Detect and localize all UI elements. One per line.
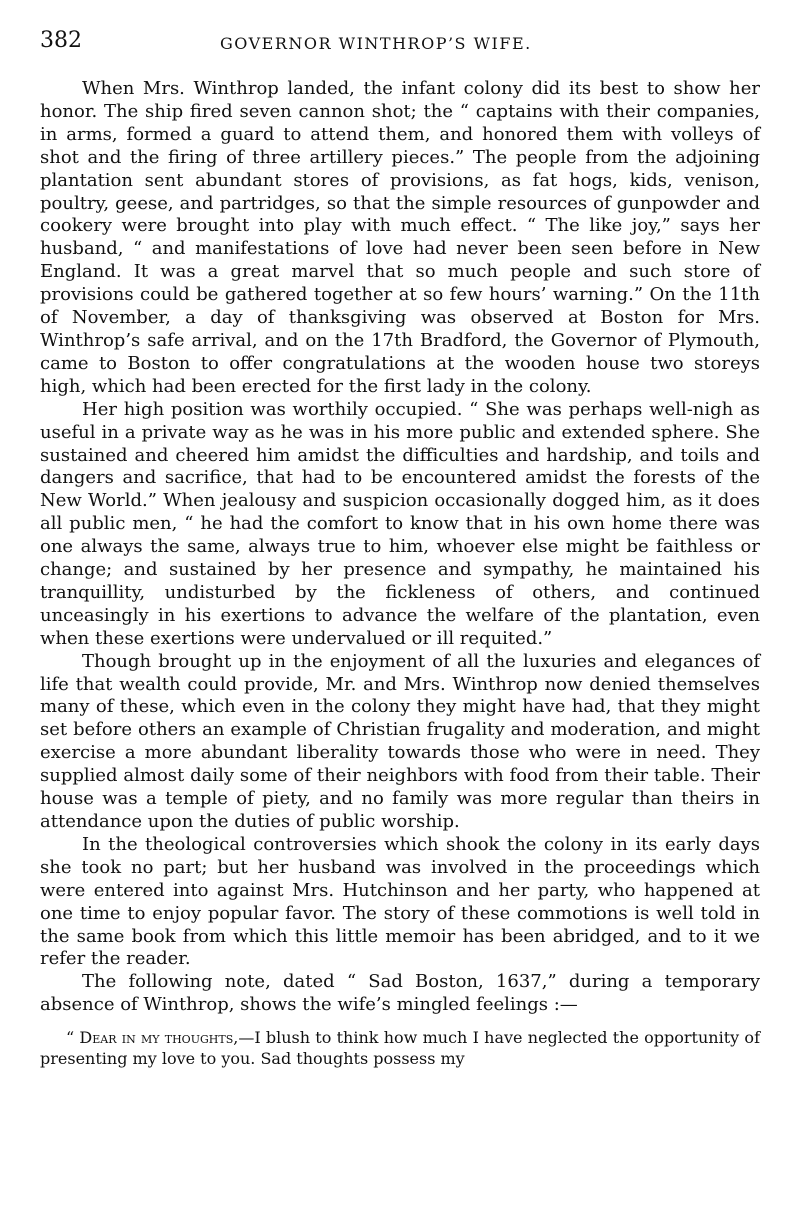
book-page [40, 28, 760, 1069]
paragraph-note-intro: The following note, dated “ Sad Boston, 1637,” during a temporary absence of Winthrop, shows the wife’s mingled feelings :— [40, 971, 760, 1016]
page-header [40, 28, 760, 60]
running-title: GOVERNOR WINTHROP’S WIFE. [220, 34, 532, 53]
paragraph-landing: When Mrs. Winthrop landed, the infant colony did its best to show her honor. The ship fired seven cannon shot; the “ captains with their companies, in arms, formed a guard to attend them, and honored them with volleys of shot and the firing of three artillery pieces.” The people from the adjoining plantation sent abundant stores of provisions, as fat hogs, kids, venison, poultry, geese, and partridges, so that the simple resources of gunpowder and cookery were brought into play with much effect. “ The like joy,” says her husband, “ and manifestations of love had never been seen before in New England. It was a great marvel that so much people and such store of provisions could be gathered together at so few hours’ warning.” On the 11th of November, a day of thanksgiving was observed at Boston for Mrs. Winthrop’s safe arrival, and on the 17th Bradford, the Governor of Plymouth, came to Boston to offer congratulations at the wooden house two storeys high, which had been erected for the first lady in the colony. [40, 78, 760, 397]
paragraph-controversies: In the theological controversies which shook the colony in its early days she took no part; but her husband was involved in the proceedings which were entered into against Mrs. Hutchinson and her party, who happened at one time to enjoy popular favor. The story of these commotions is well told in the same book from which this little memoir has been abridged, and to it we refer the reader. [40, 833, 760, 970]
body-text [40, 78, 760, 1017]
paragraph-frugality: Though brought up in the enjoyment of all the luxuries and elegances of life that wealth could provide, Mr. and Mrs. Winthrop now denied themselves many of these, which even in the colony they might have had, that they might set before others an example of Christian frugality and moderation, and might exercise a more abundant liberality towards those who were in need. They supplied almost daily some of their neighbors with food from their table. Their house was a temple of piety, and no family was more regular than theirs in attendance upon the duties of public worship. [40, 650, 760, 832]
letter-salutation: “ Dear in my thoughts, [66, 1028, 239, 1048]
quoted-letter [40, 1027, 760, 1069]
paragraph-position: Her high position was worthily occupied. “ She was perhaps well-nigh as useful in a private way as he was in his more public and extended sphere. She sustained and cheered him amidst the difficulties and hardship, and toils and dangers and sacrifice, that had to be encountered amidst the forests of the New World.” When jealousy and suspicion occasionally dogged him, as it does all public men, “ he had the comfort to know that in his own home there was one always the same, always true to him, whoever else might be faithless or change; and sustained by her presence and sympathy, he maintained his tranquillity, undisturbed by the fickleness of others, and continued unceasingly in his exertions to advance the welfare of the plantation, even when these exertions were undervalued or ill requited.” [40, 398, 760, 649]
letter-text: —I blush to think how much I have neglected the opportunity of presenting my love to you. Sad thoughts possess my [40, 1028, 760, 1069]
page-number: 382 [40, 28, 82, 53]
